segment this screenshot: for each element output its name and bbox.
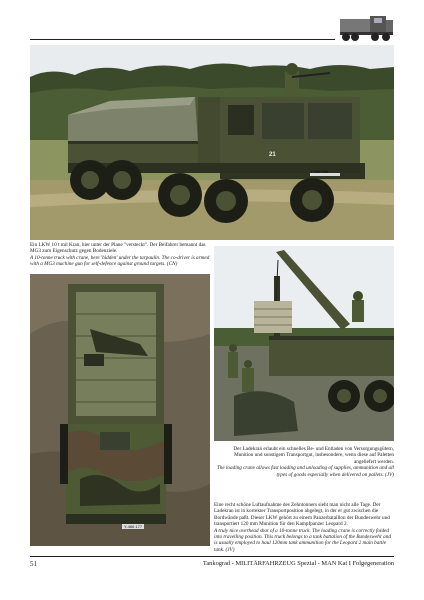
caption-right-de: Der Ladekran erlaubt ein schnelles Be- und Entladen von Versorgungsgütern, Munition und sonstigem Transportgut, insbesondere, wenn diese auf Paletten angeliefert werden. [233, 446, 394, 465]
caption-right-en: The loading crane allows fast loading and unloading of supplies, ammunition and all types of goods especially when delivered on pallets. (JV) [216, 465, 394, 478]
caption-top-en: A 10-tonne truck with crane, here 'hidden' under the tarpaulin. The co-driver is armed with a MG3 machine gun for self-defence against ground targets. (CN) [30, 254, 210, 268]
photo-overhead-truck [30, 274, 210, 546]
license-plate-top: Y-466 188 [310, 169, 329, 174]
caption-bottom-de: Eine recht schöne Luftaufnahme des Zehntonners sieht man nicht alle Tage. Der Ladekran ist in korrekter Transportposition abgelegt, in der er gut zwischen die Bordwände paßt. Dieser LKW gehört zu einem Panzerbataillon der Bundeswehr und transportiert 120 mm Munition für den Kampfpanzer Leopard 2. [214, 502, 390, 528]
license-plate-left: Y-466 177 [124, 524, 143, 529]
caption-bottom [214, 502, 394, 553]
header-rule [30, 39, 335, 40]
caption-right [214, 446, 394, 478]
caption-bottom-en: A truly nice overhead shot of a 10-tonne truck. The loading crane is correctly folded into travelling position. This truck belongs to a tank battalion of the Bundeswehr and is usually employed to haul 120mm tank ammunition for the Leopard 2 main battle tank. (JV) [214, 527, 391, 553]
caption-top-de: Ein LKW 10 t mil Kran, hier unter der Plane "versteckt". Der Beifahrer bemannt das MG3 zum Eigenschutz gegen Bodenziele. [30, 242, 206, 255]
footer-rule [30, 556, 394, 557]
page-number: 51 [30, 560, 37, 568]
photo-crane-loading [214, 246, 394, 441]
tactical-number: 21 [269, 152, 276, 158]
footer-title: Tankograd - MILITÄRFAHRZEUG Spezial - MAN Kat I Folgegeneration [202, 560, 394, 567]
caption-top [30, 242, 212, 268]
truck-thumbnail-icon [338, 10, 396, 44]
photo-truck-with-crane [30, 45, 394, 240]
